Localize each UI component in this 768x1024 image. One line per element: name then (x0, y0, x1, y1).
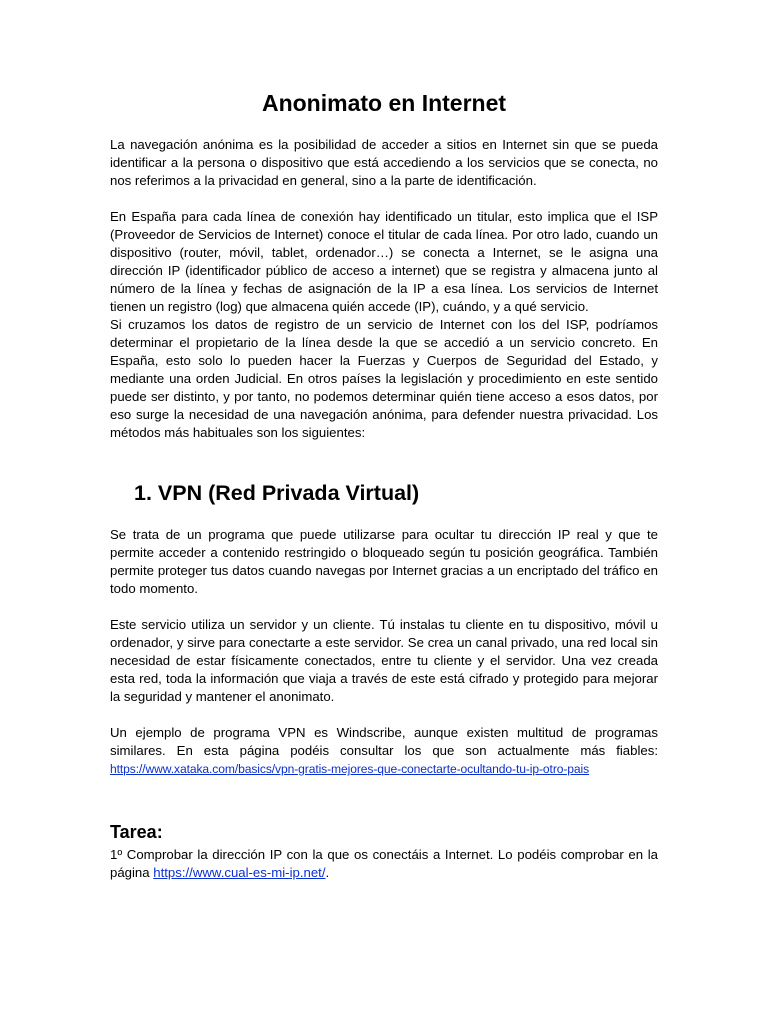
cross-data-paragraph: Si cruzamos los datos de registro de un servicio de Internet con los del ISP, podríamos determinar el propietario de la línea desde la que se accedió a un servicio concreto. En España, esto solo lo pueden hacer la Fuerzas y Cuerpos de Seguridad del Estado, y mediante una orden Judicial. En otros países la legislación y procedimiento en este sentido puede ser distinto, y por tanto, no podemos determinar quién tiene acceso a esos datos, por eso surge la necesidad de una navegación anónima, para defender nuestra privacidad. Los métodos más habituales son los siguientes: (110, 317, 658, 440)
tarea-item-1 (110, 846, 658, 882)
vpn-heading: 1. VPN (Red Privada Virtual) (134, 481, 420, 505)
paragraph-gap (110, 598, 658, 616)
tarea-item-1-end: . (325, 865, 330, 880)
vpn-example-text: Un ejemplo de programa VPN es Windscribe, aunque existen multitud de programas similares. En esta página podéis consultar los que son actualmente más fiables: (110, 725, 658, 758)
document-page (110, 88, 658, 882)
vpn-intro-paragraph: Se trata de un programa que puede utilizarse para ocultar tu dirección IP real y que te permite acceder a contenido restringido o bloqueado según tu posición geográfica. También permite proteger tus datos cuando navegas por Internet gracias a un encriptado del tráfico en todo momento. (110, 527, 658, 596)
vpn-client-server-paragraph: Este servicio utiliza un servidor y un cliente. Tú instalas tu cliente en tu dispositivo, móvil u ordenador, y sirve para conectarte a este servidor. Se crea un canal privado, una red local sin necesidad de estar físicamente conectados, entre tu cliente y el servidor. Una vez creada esta red, toda la información que viaja a través de este está cifrado y protegido para mejorar la seguridad y mantener el anonimato. (110, 617, 658, 704)
tarea-item-1-text: 1º Comprobar la dirección IP con la que os conectáis a Internet. Lo podéis comprobar en la página (110, 847, 658, 880)
tarea-heading: Tarea: (110, 822, 163, 842)
paragraph-gap (110, 190, 658, 208)
cual-es-mi-ip-link[interactable]: https://www.cual-es-mi-ip.net/ (153, 865, 326, 880)
intro-paragraph: La navegación anónima es la posibilidad de acceder a sitios en Internet sin que se pueda identificar a la persona o dispositivo que está accediendo a los servicios que se conecta, no nos referimos a la privacidad en general, sino a la parte de identificación. (110, 137, 658, 188)
paragraph-gap (110, 706, 658, 724)
page-title: Anonimato en Internet (261, 90, 507, 116)
xataka-vpn-link[interactable]: https://www.xataka.com/basics/vpn-gratis-mejores-que-conectarte-ocultando-tu-ip-otro-pais (110, 762, 590, 776)
vpn-example-paragraph (110, 724, 658, 778)
isp-paragraph: En España para cada línea de conexión hay identificado un titular, esto implica que el ISP (Proveedor de Servicios de Internet) conoce el titular de cada línea. Por otro lado, cuando un dispositivo (router, móvil, tablet, ordenador…) se conecta a Internet, se le asigna una dirección IP (identificador público de acceso a internet) que se registra y almacena junto al número de la línea y fechas de asignación de la IP a esa línea. Los servicios de Internet tienen un registro (log) que almacena quién accede (IP), cuándo, y a qué servicio. (110, 209, 658, 314)
